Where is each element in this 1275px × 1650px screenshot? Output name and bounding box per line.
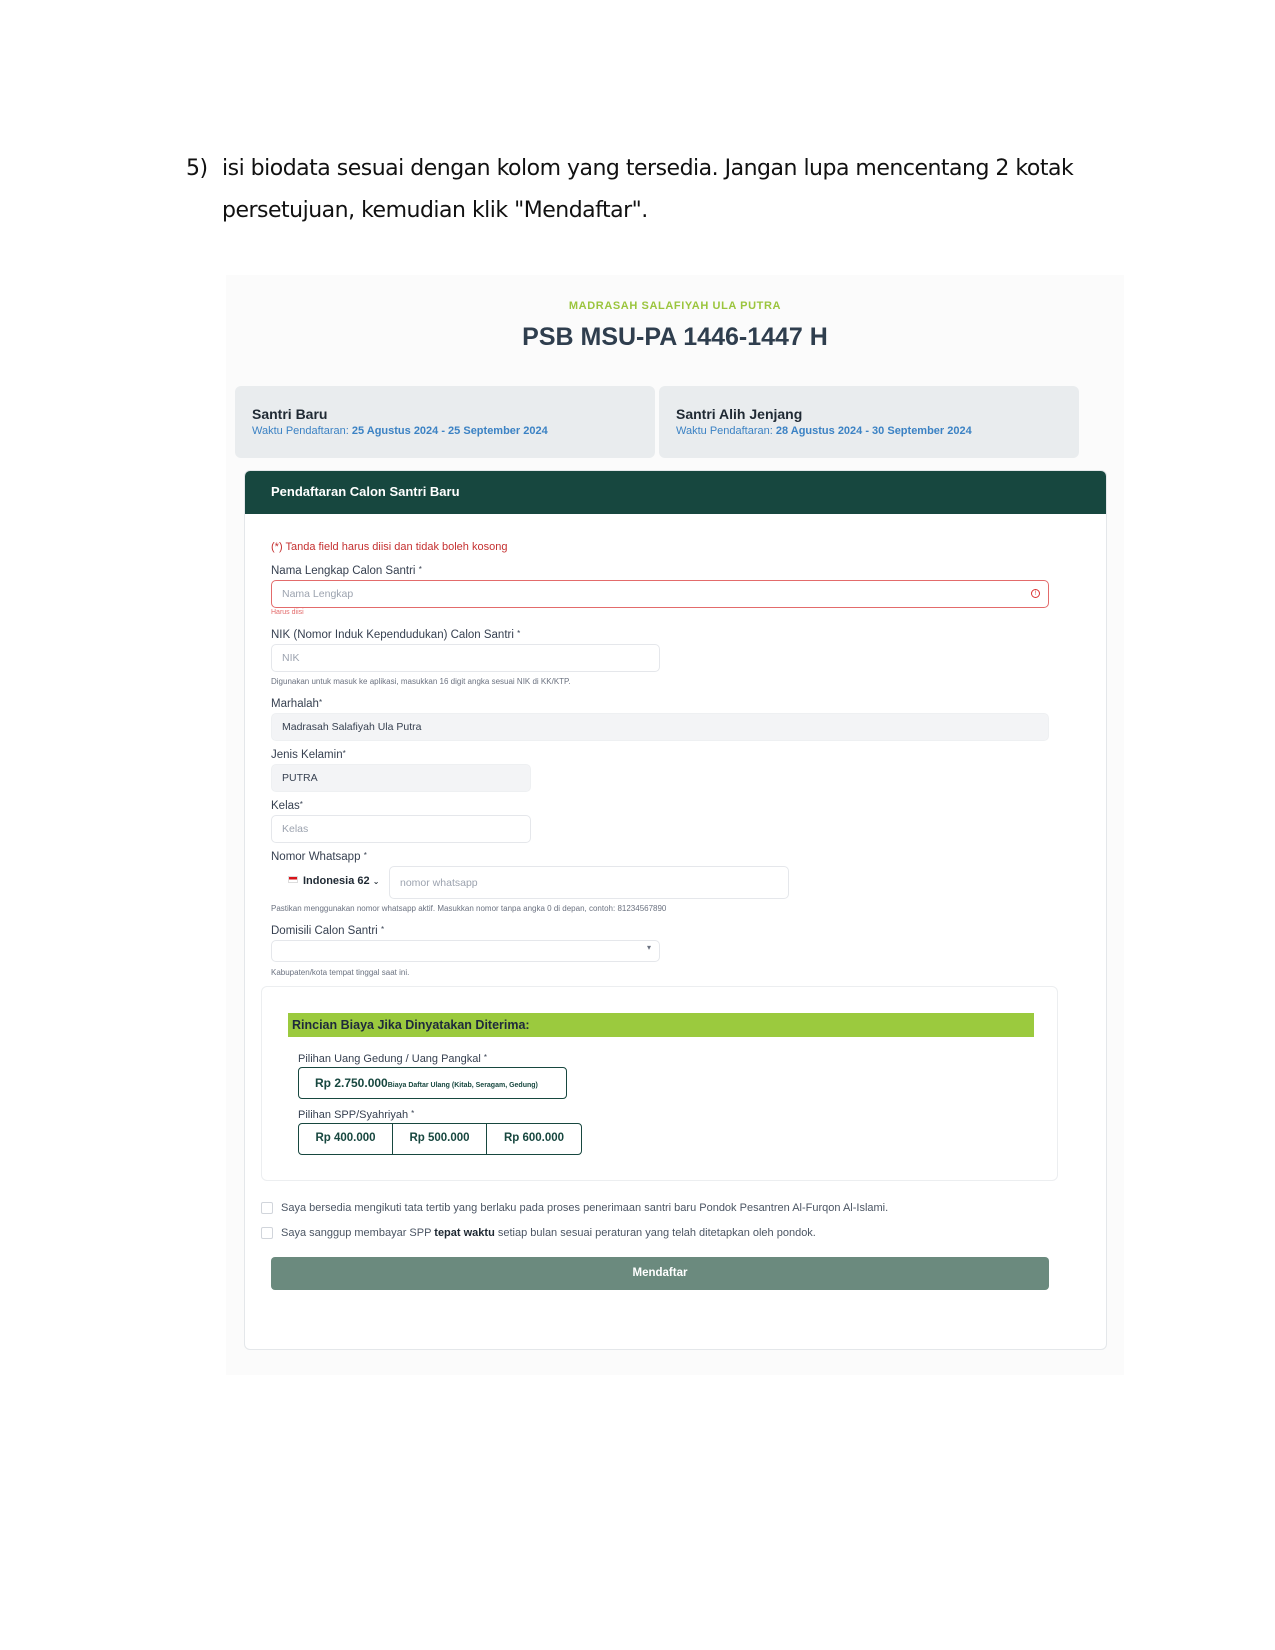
form-heading: Pendaftaran Calon Santri Baru	[245, 471, 1106, 514]
spp-option-400[interactable]: Rp 400.000	[299, 1124, 393, 1154]
spp-options	[298, 1123, 582, 1155]
mendaftar-button[interactable]: Mendaftar	[271, 1257, 1049, 1290]
card-santri-alih-jenjang[interactable]	[659, 386, 1079, 458]
gender-label: Jenis Kelamin*	[271, 749, 346, 761]
gedung-option[interactable]: Rp 2.750.000Biaya Daftar Ulang (Kitab, Seragam, Gedung)	[298, 1067, 567, 1099]
nik-hint: Digunakan untuk masuk ke aplikasi, masukkan 16 digit angka sesuai NIK di KK/KTP.	[271, 677, 571, 686]
whatsapp-group	[271, 866, 789, 899]
domisili-select[interactable]	[271, 940, 660, 962]
marhalah-field: Madrasah Salafiyah Ula Putra	[271, 713, 1049, 741]
agreement-1-text: Saya bersedia mengikuti tata tertib yang berlaku pada proses penerimaan santri baru Pondok Pesantren Al-Furqon Al-Islami.	[281, 1202, 889, 1214]
spp-option-500[interactable]: Rp 500.000	[393, 1124, 487, 1154]
spp-label: Pilihan SPP/Syahriyah *	[298, 1109, 415, 1121]
indonesia-flag-icon	[288, 876, 298, 883]
whatsapp-input[interactable]: nomor whatsapp	[389, 866, 789, 899]
nama-input[interactable]: Nama Lengkap !	[271, 580, 1049, 608]
spp-option-600[interactable]: Rp 600.000	[503, 1132, 565, 1144]
card-schedule: Waktu Pendaftaran: 28 Agustus 2024 - 30 September 2024	[676, 425, 972, 437]
dropdown-arrow-icon: ▾	[646, 943, 651, 952]
card-schedule: Waktu Pendaftaran: 25 Agustus 2024 - 25 September 2024	[252, 425, 548, 437]
agreement-2-text: Saya sanggup membayar SPP tepat waktu setiap bulan sesuai peraturan yang telah ditetapkan oleh pondok.	[281, 1227, 816, 1239]
fee-details	[261, 986, 1058, 1181]
nama-error: Harus diisi	[271, 609, 304, 616]
nama-label: Nama Lengkap Calon Santri *	[271, 565, 422, 577]
error-icon: !	[1031, 589, 1040, 598]
card-santri-baru[interactable]	[235, 386, 655, 458]
required-note: (*) Tanda field harus diisi dan tidak boleh kosong	[271, 541, 508, 553]
nik-input[interactable]: NIK	[271, 644, 660, 672]
domisili-label: Domisili Calon Santri *	[271, 925, 385, 937]
gender-field: PUTRA	[271, 764, 531, 792]
marhalah-label: Marhalah*	[271, 698, 323, 710]
whatsapp-label: Nomor Whatsapp *	[271, 851, 367, 863]
kelas-label: Kelas*	[271, 800, 303, 812]
fee-title: Rincian Biaya Jika Dinyatakan Diterima:	[288, 1013, 1034, 1037]
registration-form	[244, 470, 1107, 1350]
step-number: 5)	[186, 156, 208, 181]
country-code-select[interactable]: Indonesia 62 ⌄	[271, 866, 389, 899]
instruction-step	[186, 148, 1116, 232]
card-title: Santri Baru	[252, 406, 328, 422]
agreement-1-checkbox[interactable]	[261, 1202, 273, 1214]
gedung-label: Pilihan Uang Gedung / Uang Pangkal *	[298, 1053, 488, 1065]
card-title: Santri Alih Jenjang	[676, 406, 803, 422]
school-name: MADRASAH SALAFIYAH ULA PUTRA	[568, 300, 782, 312]
page-title: PSB MSU-PA 1446-1447 H	[522, 323, 828, 351]
step-text: isi biodata sesuai dengan kolom yang tersedia. Jangan lupa mencentang 2 kotak persetujuan, kemudian klik "Mendaftar".	[222, 156, 1074, 223]
domisili-hint: Kabupaten/kota tempat tinggal saat ini.	[271, 968, 410, 977]
registration-screenshot	[226, 275, 1124, 1375]
kelas-input[interactable]: Kelas	[271, 815, 531, 843]
nik-label: NIK (Nomor Induk Kependudukan) Calon Santri *	[271, 629, 521, 641]
chevron-down-icon: ⌄	[372, 877, 380, 886]
agreement-2-checkbox[interactable]	[261, 1227, 273, 1239]
whatsapp-hint: Pastikan menggunakan nomor whatsapp aktif. Masukkan nomor tanpa angka 0 di depan, contoh: 81234567890	[271, 904, 667, 913]
